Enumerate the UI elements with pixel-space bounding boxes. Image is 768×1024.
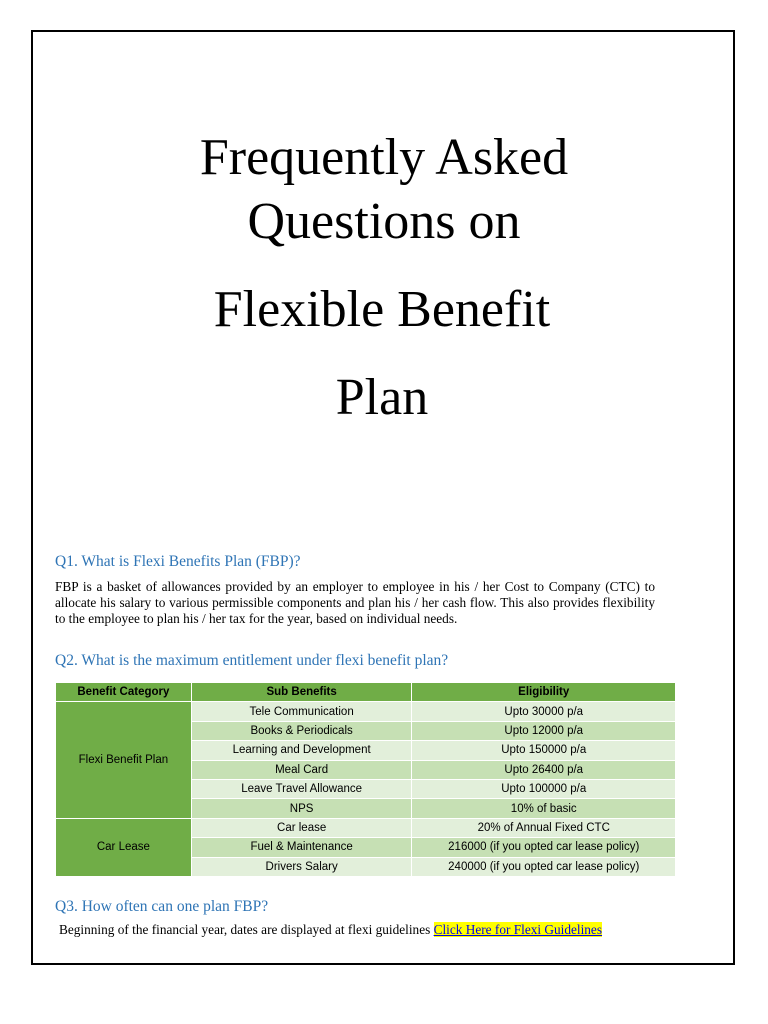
answer-3-text: Beginning of the financial year, dates are displayed at flexi guidelines (59, 922, 431, 937)
sub-benefit-cell: Car lease (191, 818, 412, 837)
header-sub-benefits: Sub Benefits (191, 683, 412, 702)
eligibility-cell: Upto 26400 p/a (412, 760, 676, 779)
table-row (56, 818, 676, 837)
sub-benefit-cell: Fuel & Maintenance (191, 838, 412, 857)
eligibility-cell: 240000 (if you opted car lease policy) (412, 857, 676, 876)
benefits-table (55, 682, 676, 877)
sub-benefit-cell: Learning and Development (191, 741, 412, 760)
sub-benefit-cell: Books & Periodicals (191, 721, 412, 740)
eligibility-cell: Upto 150000 p/a (412, 741, 676, 760)
page-title-line-3: Flexible Benefit (213, 281, 551, 338)
page-title-line-4: Plan (335, 369, 429, 426)
sub-benefit-cell: NPS (191, 799, 412, 818)
category-cell: Car Lease (56, 818, 192, 876)
eligibility-cell: 10% of basic (412, 799, 676, 818)
table-row (56, 702, 676, 721)
sub-benefit-cell: Leave Travel Allowance (191, 779, 412, 798)
eligibility-cell: 216000 (if you opted car lease policy) (412, 838, 676, 857)
question-3: Q3. How often can one plan FBP? (55, 898, 269, 915)
page-title-line-2: Questions on (247, 193, 521, 250)
question-2: Q2. What is the maximum entitlement under flexi benefit plan? (55, 652, 449, 669)
eligibility-cell: 20% of Annual Fixed CTC (412, 818, 676, 837)
sub-benefit-cell: Tele Communication (191, 702, 412, 721)
eligibility-cell: Upto 30000 p/a (412, 702, 676, 721)
header-benefit-category: Benefit Category (56, 683, 192, 702)
category-cell: Flexi Benefit Plan (56, 702, 192, 818)
page-title-line-1: Frequently Asked (199, 129, 569, 186)
answer-1: FBP is a basket of allowances provided by an employer to employee in his / her Cost to Company (CTC) to allocate his salary to various permissible components and plan his / her cash flow. This also provides flexibility to the employee to plan his / her tax for the year, based on individual needs. (55, 579, 655, 626)
table-header-row (56, 683, 676, 702)
question-1: Q1. What is Flexi Benefits Plan (FBP)? (55, 553, 301, 570)
eligibility-cell: Upto 12000 p/a (412, 721, 676, 740)
flexi-guidelines-link[interactable]: Click Here for Flexi Guidelines (433, 922, 602, 937)
sub-benefit-cell: Meal Card (191, 760, 412, 779)
eligibility-cell: Upto 100000 p/a (412, 779, 676, 798)
sub-benefit-cell: Drivers Salary (191, 857, 412, 876)
header-eligibility: Eligibility (412, 683, 676, 702)
answer-3 (59, 922, 602, 938)
